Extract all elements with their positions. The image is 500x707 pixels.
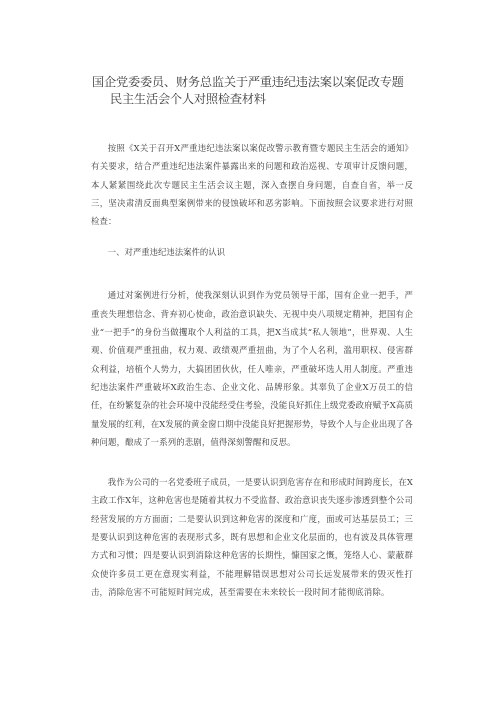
document-body	[91, 139, 413, 601]
intro-paragraph: 按照《X关于召开X严重违纪违法案以案促改警示教育暨专题民主生活会的通知》有关要求，结合严重违纪违法案件暴露出来的问题和政治巡视、专项审计反馈问题，本人紧紧围绕此次专题民主生活会议主题，深入查摆自身问题，自查自省，举一反三，坚决肃清反面典型案例带来的侵蚀破坏和恶劣影响。下面按照会议要求进行对照检查：	[91, 143, 413, 227]
analysis-paragraph: 通过对案例进行分析，使我深刻认识到作为党员领导干部，国有企业一把手，严重丧失理想信念、背弃初心使命，政治意识缺失、无视中央八项规定精神，把国有企业“一把手”的身份当做攫取个人利益的工具，把X当成其“私人领地”，世界观、人生观、价值观严重扭曲，权力观、政绩观严重扭曲，为了个人名利，滥用职权、侵害群众利益，培植个人势力，大搞团团伙伙，任人唯亲，严重破坏选人用人制度。严重违纪违法案件严重破坏X政治生态、企业文化、品牌形象。其辜负了企业X万员工的信任，在纷繁复杂的社会环境中没能经受住考验，没能良好抓住上级党委政府赋予X高质量发展的红利，在X发展的黄金窗口期中没能良好把握形势，导致个人与企业出现了各种问题，酿成了一系列的悲剧，值得深刻警醒和反思。	[91, 290, 413, 447]
title-line-2: 民主生活会个人对照检查材料	[110, 92, 266, 106]
section-heading: 一、对严重违纪违法案件的认识	[107, 247, 226, 258]
recognition-paragraph: 我作为公司的一名党委班子成员，一是要认识到危害存在和形成时间跨度长，在X主政工作X年，这种危害也是随着其权力不受监督、政治意识丧失逐步渗透到整个公司经营发展的方方面面；二是要认识到这种危害的深度和广度，面或可达基层员工；三是要认识到这种危害的表现形式多，既有思想和企业文化层面的，也有波及具体管理方式和习惯；四是要认识到消除这种危害的长期性，慷国家之慨，笼络人心、蒙蔽群众使许多员工更在意现实利益，不能理解错误思想对公司长远发展带来的毁灭性打击，消除危害不可能短时间完成，甚至需要在未来较长一段时间才能彻底消除。	[91, 477, 413, 597]
title-line-1: 国企党委委员、财务总监关于严重违纪违法案以案促改专题	[92, 75, 404, 89]
document-title	[92, 74, 432, 108]
